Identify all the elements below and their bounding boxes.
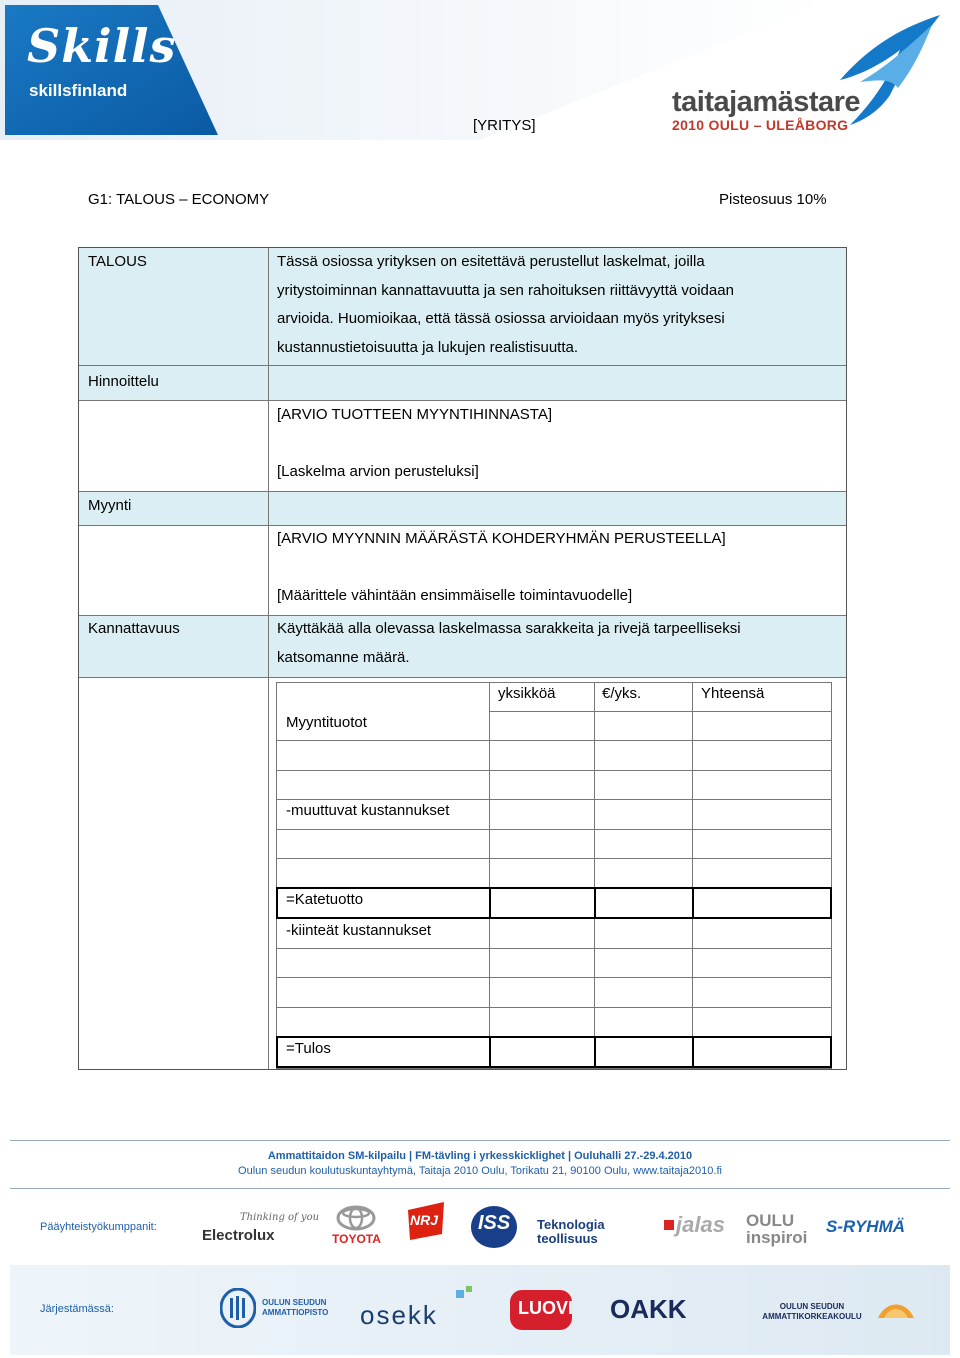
osao-emblem-icon	[220, 1288, 256, 1328]
calc-col-divider	[692, 1036, 694, 1068]
score-share: Pisteosuus 10%	[719, 191, 827, 208]
talous-label: TALOUS	[88, 253, 147, 270]
calc-row-divider	[276, 858, 832, 859]
talous-line: Tässä osiossa yrityksen on esitettävä perustellut laskelmat, joilla	[277, 253, 705, 270]
osekk-dot-icon	[466, 1286, 472, 1292]
footer-divider	[10, 1188, 950, 1189]
col-header-total: Yhteensä	[701, 685, 765, 702]
row-hinnoittelu-shade	[79, 365, 846, 400]
col-header-price: €/yks.	[602, 685, 642, 702]
talous-description	[277, 248, 842, 362]
oakk-logo: OAKK	[610, 1294, 687, 1324]
iss-logo: ISS	[478, 1212, 511, 1234]
hinnoittelu-basis: [Laskelma arvion perusteluksi]	[277, 463, 479, 480]
jalas-mark-icon	[664, 1220, 674, 1230]
hinnoittelu-label: Hinnoittelu	[88, 373, 159, 390]
toyota-logo: TOYOTA	[332, 1232, 381, 1246]
divider	[79, 677, 846, 678]
talous-line: kustannustietoisuutta ja lukujen realistisuutta.	[277, 338, 579, 356]
osekk-dot-icon	[456, 1290, 464, 1298]
row-kiinteat-kustannukset: -kiinteät kustannukset	[286, 922, 432, 939]
oamk-emblem-icon	[876, 1296, 916, 1322]
tulos-row-frame	[276, 1036, 832, 1068]
kannattavuus-description	[277, 615, 842, 672]
footer-event-line: Ammattitaidon SM-kilpailu | FM-tävling i yrkesskicklighet | Ouluhalli 27.-29.4.2010	[267, 1150, 693, 1162]
company-placeholder: [YRITYS]	[473, 117, 536, 134]
column-divider	[268, 677, 269, 1069]
calc-col-divider	[489, 1036, 491, 1068]
footer-address-line: Oulun seudun koulutuskuntayhtymä, Taitaja 2010 Oulu, Torikatu 21, 90100 Oulu, www.taitaja2010.fi	[238, 1165, 722, 1177]
calc-col-divider	[594, 1036, 596, 1068]
col-header-units: yksikköä	[498, 685, 556, 702]
kannattavuus-line: katsomanne määrä.	[277, 648, 410, 666]
electrolux-logo: Electrolux	[202, 1227, 275, 1244]
taitaja-logo-word: taitajamästare	[672, 86, 861, 118]
divider	[79, 365, 846, 366]
row-katetuotto: =Katetuotto	[286, 891, 364, 908]
hinnoittelu-estimate: [ARVIO TUOTTEEN MYYNTIHINNASTA]	[277, 406, 553, 423]
profitability-calculation-table	[276, 682, 832, 1070]
teknologiateollisuus-logo: Teknologia teollisuus	[537, 1217, 605, 1246]
taitaja-logo-sub: 2010 OULU – ULEÅBORG	[672, 117, 849, 133]
myynti-label: Myynti	[88, 497, 132, 514]
jalas-logo: jalas	[676, 1212, 725, 1237]
talous-line: yritystoiminnan kannattavuutta ja sen rahoituksen riittävyyttä voidaan	[277, 281, 734, 299]
calc-row-divider	[276, 977, 832, 978]
electrolux-tagline: Thinking of you	[240, 1212, 320, 1223]
calc-col-divider	[692, 887, 694, 919]
luovi-logo: LUOVI	[518, 1298, 574, 1318]
talous-line: arvioida. Huomioikaa, että tässä osiossa arvioidaan myös yrityksesi	[277, 310, 725, 327]
kannattavuus-label: Kannattavuus	[88, 620, 180, 637]
section-title: G1: TALOUS – ECONOMY	[88, 191, 270, 208]
calc-row-divider	[276, 770, 832, 771]
calc-row-divider	[489, 711, 832, 712]
toyota-emblem-icon	[336, 1205, 376, 1231]
organizers-label: Järjestämässä:	[40, 1303, 114, 1315]
calc-col-divider	[594, 887, 596, 919]
calc-row-divider	[276, 829, 832, 830]
divider	[79, 491, 846, 492]
calc-row-divider	[276, 1007, 832, 1008]
s-ryhma-logo: S-RYHMÄ	[826, 1217, 906, 1236]
skills-logo-sub: skillsfinland	[29, 81, 128, 100]
row-muuttuvat-kustannukset: -muuttuvat kustannukset	[286, 802, 450, 819]
calc-row-divider	[276, 799, 832, 800]
column-divider	[268, 248, 269, 677]
calc-row-divider	[276, 948, 832, 949]
oamk-logo: OULUN SEUDUN AMMATTIKORKEAKOULU	[762, 1302, 862, 1321]
row-myyntituotot: Myyntituotot	[286, 714, 367, 731]
skills-logo-script: Skills	[27, 19, 177, 73]
kannattavuus-line: Käyttäkää alla olevassa laskelmassa sarakkeita ja rivejä tarpeelliseksi	[277, 620, 741, 637]
page-header	[0, 0, 960, 140]
row-myynti-shade	[79, 491, 846, 525]
calc-col-divider	[489, 887, 491, 919]
osao-logo: OULUN SEUDUN AMMATTIOPISTO	[262, 1298, 329, 1317]
myynti-basis: [Määrittele vähintään ensimmäiselle toimintavuodelle]	[277, 587, 633, 604]
taitaja-logo	[672, 86, 860, 133]
skills-finland-logo	[5, 5, 220, 137]
osekk-logo: osekk	[360, 1300, 438, 1330]
partners-label: Pääyhteistyökumppanit:	[40, 1221, 157, 1233]
nrj-logo: NRJ	[410, 1212, 439, 1228]
myynti-estimate: [ARVIO MYYNNIN MÄÄRÄSTÄ KOHDERYHMÄN PERUSTEELLA]	[277, 530, 726, 547]
row-tulos: =Tulos	[286, 1040, 331, 1057]
oulu-inspiroi-logo: OULU inspiroi	[746, 1211, 808, 1247]
footer-divider	[10, 1140, 950, 1141]
calc-row-divider	[276, 740, 832, 741]
